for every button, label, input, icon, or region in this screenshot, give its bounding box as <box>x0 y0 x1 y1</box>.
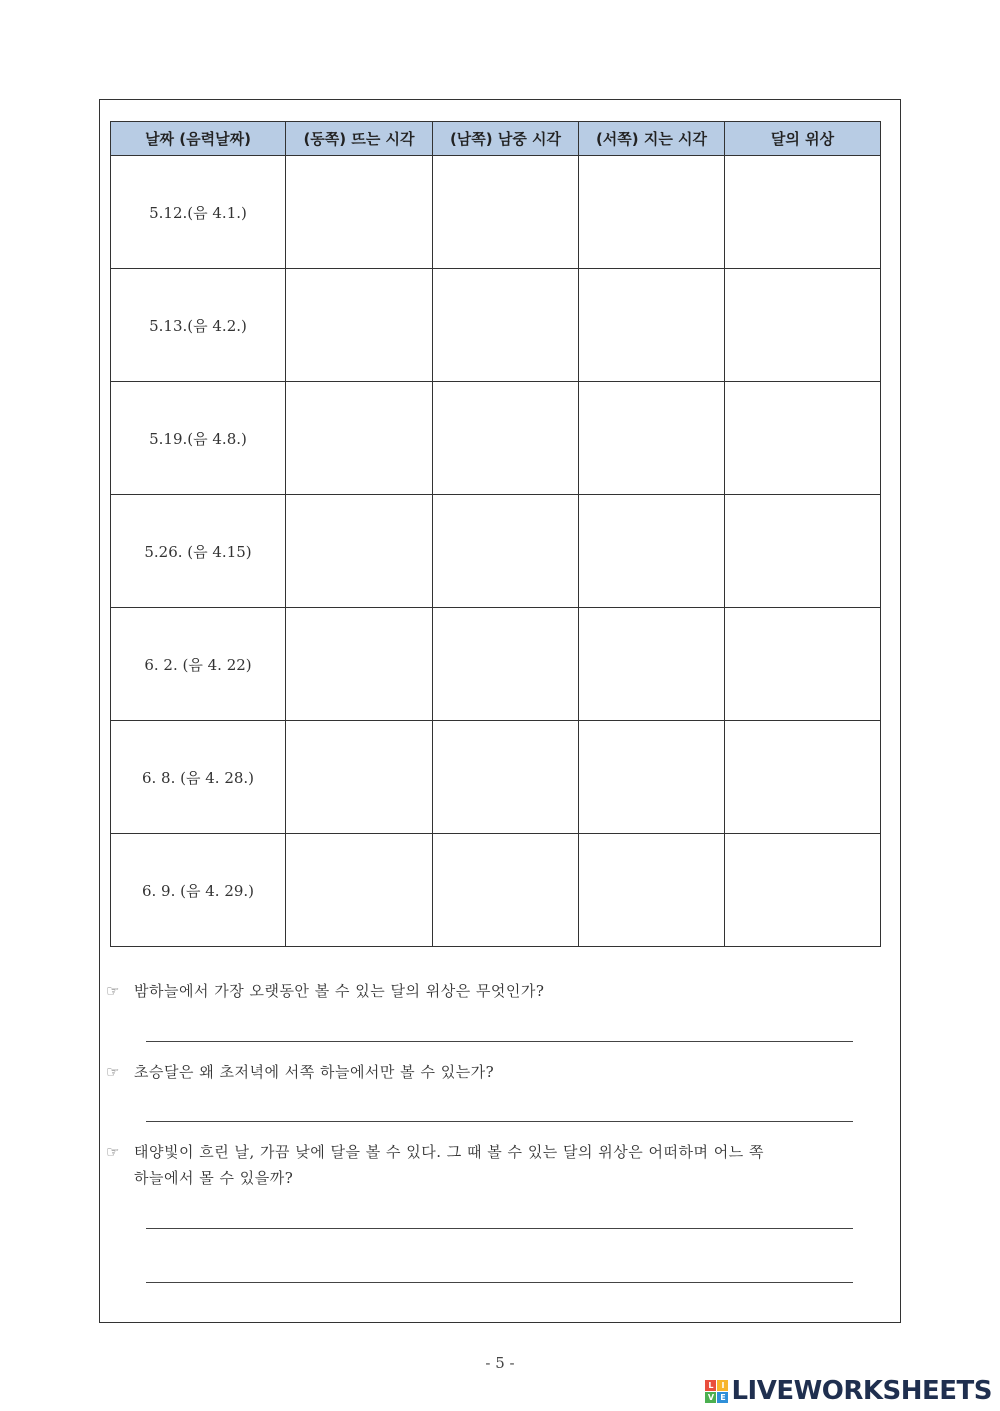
header-set-time: (서쪽) 지는 시각 <box>579 122 725 156</box>
set-time-input-cell[interactable] <box>579 834 725 947</box>
rise-time-input-cell[interactable] <box>286 156 433 269</box>
question-1-text: 밤하늘에서 가장 오랫동안 볼 수 있는 달의 위상은 무엇인가? <box>134 982 545 1000</box>
header-rise-time: (동쪽) 뜨는 시각 <box>286 122 433 156</box>
moon-phase-input-cell[interactable] <box>725 382 881 495</box>
date-cell: 5.26. (음 4.15) <box>111 495 286 608</box>
question-1 <box>106 978 876 1004</box>
transit-time-input-cell[interactable] <box>433 608 579 721</box>
rise-time-input-cell[interactable] <box>286 495 433 608</box>
rise-time-input-cell[interactable] <box>286 608 433 721</box>
header-transit-time: (남쪽) 남중 시각 <box>433 122 579 156</box>
logo-letter: L <box>705 1380 716 1391</box>
moon-phase-input-cell[interactable] <box>725 834 881 947</box>
rise-time-input-cell[interactable] <box>286 721 433 834</box>
transit-time-input-cell[interactable] <box>433 495 579 608</box>
logo-letter: I <box>717 1380 728 1391</box>
date-cell: 5.19.(음 4.8.) <box>111 382 286 495</box>
liveworksheets-logo <box>705 1374 992 1408</box>
moon-phase-input-cell[interactable] <box>725 156 881 269</box>
transit-time-input-cell[interactable] <box>433 269 579 382</box>
date-cell: 5.13.(음 4.2.) <box>111 269 286 382</box>
set-time-input-cell[interactable] <box>579 156 725 269</box>
logo-text: LIVEWORKSHEETS <box>731 1376 992 1406</box>
question-2-text: 초승달은 왜 초저녁에 서쪽 하늘에서만 볼 수 있는가? <box>134 1063 495 1081</box>
table-row <box>111 608 881 721</box>
date-cell: 5.12.(음 4.1.) <box>111 156 286 269</box>
transit-time-input-cell[interactable] <box>433 834 579 947</box>
moon-observation-table <box>110 121 881 947</box>
moon-phase-input-cell[interactable] <box>725 495 881 608</box>
answer-line-4[interactable] <box>146 1282 853 1283</box>
logo-letter: V <box>705 1392 716 1403</box>
transit-time-input-cell[interactable] <box>433 382 579 495</box>
rise-time-input-cell[interactable] <box>286 834 433 947</box>
logo-letter: E <box>717 1392 728 1403</box>
table-header-row <box>111 122 881 156</box>
set-time-input-cell[interactable] <box>579 721 725 834</box>
question-3-text-line-2: 하늘에서 몰 수 있을까? <box>134 1169 294 1187</box>
moon-phase-input-cell[interactable] <box>725 608 881 721</box>
table-row <box>111 382 881 495</box>
pointing-hand-icon: ☞ <box>106 982 120 1000</box>
date-cell: 6. 9. (음 4. 29.) <box>111 834 286 947</box>
page-number: - 5 - <box>485 1354 515 1372</box>
pointing-hand-icon: ☞ <box>106 1063 120 1081</box>
table-row <box>111 721 881 834</box>
transit-time-input-cell[interactable] <box>433 156 579 269</box>
answer-line-2[interactable] <box>146 1121 853 1122</box>
rise-time-input-cell[interactable] <box>286 269 433 382</box>
question-3-text-line-1: 태양빛이 흐린 날, 가끔 낮에 달을 볼 수 있다. 그 때 볼 수 있는 달의 위상은 어떠하며 어느 쪽 <box>134 1143 765 1161</box>
live-icon <box>705 1380 728 1403</box>
date-cell: 6. 8. (음 4. 28.) <box>111 721 286 834</box>
set-time-input-cell[interactable] <box>579 382 725 495</box>
header-moon-phase: 달의 위상 <box>725 122 881 156</box>
table-row <box>111 156 881 269</box>
answer-line-1[interactable] <box>146 1041 853 1042</box>
answer-line-3[interactable] <box>146 1228 853 1229</box>
date-cell: 6. 2. (음 4. 22) <box>111 608 286 721</box>
question-2 <box>106 1059 876 1085</box>
rise-time-input-cell[interactable] <box>286 382 433 495</box>
transit-time-input-cell[interactable] <box>433 721 579 834</box>
set-time-input-cell[interactable] <box>579 495 725 608</box>
moon-phase-input-cell[interactable] <box>725 721 881 834</box>
table-row <box>111 495 881 608</box>
header-date: 날짜 (음력날짜) <box>111 122 286 156</box>
pointing-hand-icon: ☞ <box>106 1143 120 1161</box>
moon-phase-input-cell[interactable] <box>725 269 881 382</box>
table-row <box>111 269 881 382</box>
set-time-input-cell[interactable] <box>579 608 725 721</box>
table-row <box>111 834 881 947</box>
question-3 <box>106 1139 876 1191</box>
set-time-input-cell[interactable] <box>579 269 725 382</box>
